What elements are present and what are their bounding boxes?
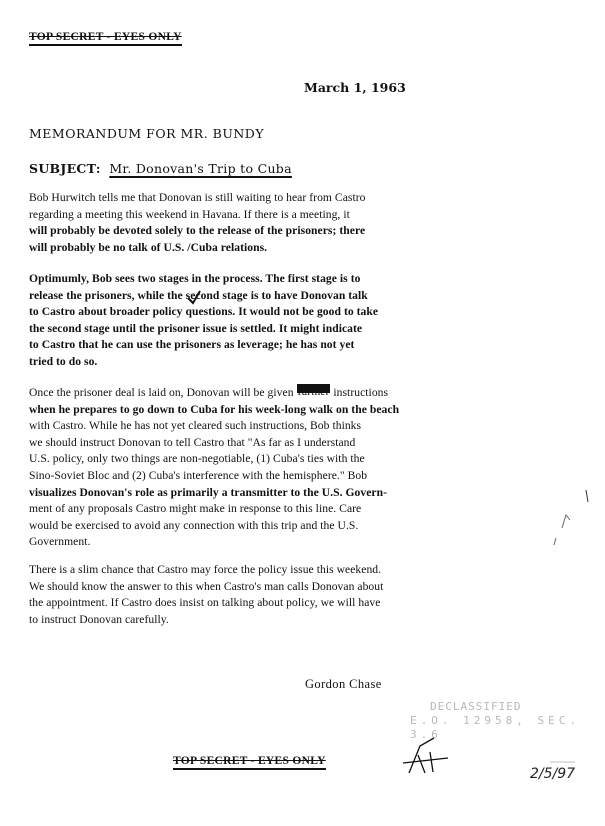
memo-subject: [29, 161, 292, 176]
text-line: the appointment. If Castro does insist on talking about policy, we will have: [29, 596, 381, 610]
handwritten-date: 2/5/97: [530, 766, 576, 782]
text-line: Optimumly, Bob sees two stages in the process. The first stage is to: [29, 272, 361, 285]
text-line: release the prisoners, while the second stage is to have Donovan talk: [29, 288, 368, 302]
text-segment: Once the prisoner deal is laid on, Donovan will be given: [29, 386, 297, 399]
text-line: we should instruct Donovan to tell Castro that "As far as I understand: [29, 435, 356, 449]
subject-label: SUBJECT:: [29, 161, 101, 176]
paragraph-2: [29, 271, 584, 371]
text-segment: instructions: [330, 386, 389, 399]
text-line: will probably be no talk of U.S. /Cuba relations.: [29, 240, 268, 254]
text-line: Government.: [29, 535, 91, 549]
text-line: tried to do so.: [29, 354, 98, 368]
text-line: with Castro. While he has not yet cleared such instructions, Bob thinks: [29, 419, 362, 433]
declassified-stamp: [410, 700, 605, 742]
text-line: would be exercised to avoid any connection with this trip and the U.S.: [29, 518, 359, 532]
text-line: Sino-Soviet Bloc and (2) Cuba's interference with the hemisphere." Bob: [29, 468, 368, 482]
memo-addressee: MEMORANDUM FOR MR. BUNDY: [29, 126, 265, 141]
text-line: regarding a meeting this weekend in Havana. If there is a meeting, it: [29, 207, 350, 221]
text-line: There is a slim chance that Castro may force the policy issue this weekend.: [29, 563, 382, 576]
text-line: when he prepares to go down to Cuba for his week-long walk on the beach: [29, 402, 400, 416]
redacted-word: further: [297, 385, 330, 398]
reviewer-initials-icon: [403, 738, 448, 773]
text-line: the second stage until the prisoner issue is settled. It might indicate: [29, 321, 363, 335]
text-line: Bob Hurwitch tells me that Donovan is still waiting to hear from Castro: [29, 191, 366, 204]
text-line: visualizes Donovan's role as primarily a transmitter to the U.S. Govern-: [29, 485, 388, 499]
text-line: ment of any proposals Castro might make in response to this line. Care: [29, 502, 362, 516]
text-line: to Castro about broader policy questions. It would not be good to take: [29, 305, 379, 319]
text-line: to Castro that he can use the prisoners as leverage; he has not yet: [29, 338, 355, 352]
text-line: We should know the answer to this when Castro's man calls Donovan about: [29, 579, 384, 593]
paragraph-1: [29, 190, 584, 256]
classification-footer: TOP SECRET - EYES ONLY: [173, 755, 326, 767]
text-line: U.S. policy, only two things are non-negotiable, (1) Cuba's ties with the: [29, 452, 365, 466]
text-line: to instruct Donovan carefully.: [29, 612, 169, 626]
margin-mark-icon: [586, 490, 588, 502]
stamp-line: E.O. 12958, SEC. 3.6: [410, 714, 580, 741]
paragraph-3: [29, 384, 584, 551]
text-line: [29, 384, 584, 402]
classification-header: TOP SECRET - EYES ONLY: [29, 31, 182, 43]
memo-date: March 1, 1963: [304, 80, 406, 95]
paragraph-4: [29, 562, 584, 628]
signature-name: Gordon Chase: [305, 677, 382, 691]
stamp-line: DECLASSIFIED: [430, 700, 522, 713]
text-line: will probably be devoted solely to the release of the prisoners; there: [29, 224, 366, 238]
subject-text: Mr. Donovan's Trip to Cuba: [109, 161, 292, 176]
